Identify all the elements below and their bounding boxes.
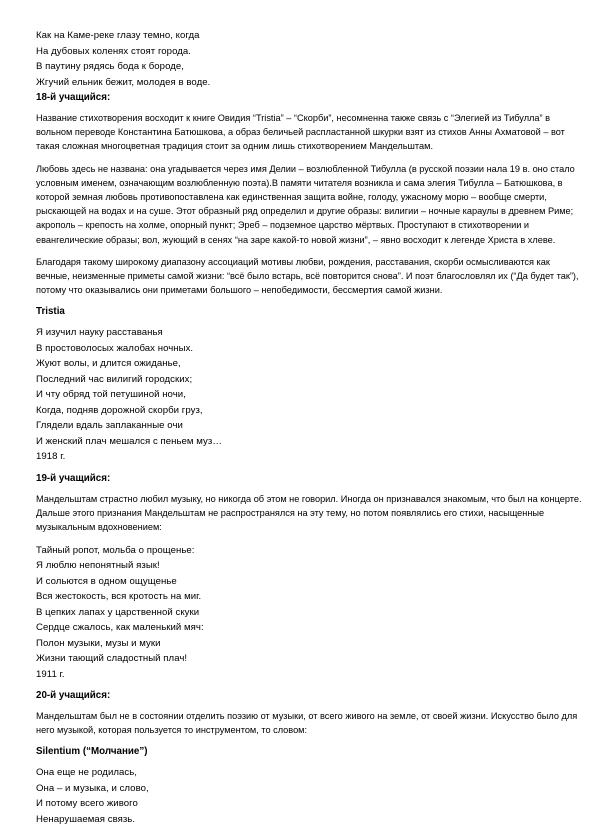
verse-line: И чту обряд той петушиной ночи, [36,389,186,401]
poem-title-tristia: Tristia [36,306,65,318]
poem-kama-excerpt [36,28,586,90]
paragraph-love-delia: Любовь здесь не названа: она угадывается через имя Делии – возлюбленной Тибулла (в русской поэзии нала 19 в. оно стало условным именем, означающим возлюбленную поэта).В памяти читателя возникла и сама элегия Тибулла – Батюшкова, в которой земная любовь противопоставлена как единственная защита войне, голоду, ужасному морю – вообще смерти, рыскающей на водах и на суше. Этот образный ряд определил и другие образы: вилигии – ночные караулы в древнем Риме; акрополь – крепость на холме, опорный пункт; Эреб – подземное царство мёртвых. Проступают в стихотворении и евангелические образы; вол, жующий в сенях “на заре какой-то новой жизни”, – явно восходит к легенде Христа в хлеве. [36,163,575,245]
verse-line: На дубовых коленях стоят города. [36,45,191,57]
verse-line: Она – и музыка, и слово, [36,782,149,794]
verse-line: И женский плач мешался с пеньем муз… [36,435,222,447]
verse-line: Когда, подняв дорожной скорби груз, [36,404,203,416]
poem-tristia [36,325,586,465]
verse-line: Я изучил науку расставанья [36,327,163,339]
verse-line: В цепких лапах у царственной скуки [36,606,200,618]
student-19-heading: 19-й учащийся: [36,472,111,484]
verse-line: Вся жестокость, вся кротость на миг. [36,591,202,603]
paragraph-music: Мандельштам страстно любил музыку, но никогда об этом не говорил. Иногда он признавался знакомым, что был на концерте. Дальше этого признания Мандельштам не распространялся на эту тему, но потом появлялись его стихи, насыщенные музыкальным вдохновением: [36,493,582,533]
verse-line: И потому всего живого [36,798,138,810]
student-18-heading: 18-й учащийся: [36,92,111,103]
paragraph-poetry-music: Мандельштам был не в состоянии отделить поэзию от музыки, от всего живого на земле, от своей жизни. Искусство было для него музыкой, которая пользуется то инструментом, то словом: [36,711,578,736]
verse-line: Жизни тающий сладостный плач! [36,653,188,665]
verse-line: Полон музыки, музы и муки [36,637,161,649]
verse-line: Тайный ропот, мольба о прощенье: [36,544,195,556]
poem-title-silentium: Silentium (“Молчание”) [36,746,148,758]
verse-line: Жгучий ельник бежит, молодея в воде. [36,76,211,88]
verse-line: Жуют волы, и длится ожиданье, [36,358,181,370]
verse-line: Последний час вилигий городских; [36,373,193,385]
document-page [36,28,586,827]
verse-line: В простоволосых жалобах ночных. [36,342,194,354]
verse-line: И сольются в одном ощущенье [36,575,177,587]
poem-silentium [36,765,586,827]
verse-line: В паутину рядясь бода к бороде, [36,61,184,72]
paragraph-tristia-origin: Название стихотворения восходит к книге Овидия “Tristia” – “Скорби”, несомненна также связь с “Элегией из Тибулла” в вольном переводе Константина Батюшкова, а образ беличьей распластанной шкурки взят из стихов Анны Ахматовой – вот такая сложная многоцветная традиция стоит за одним лишь стихотворением Мандельштам. [36,113,565,152]
verse-line: Я люблю непонятный язык! [36,560,160,572]
poem-secret-murmur [36,543,586,683]
verse-line: Сердце сжалось, как маленький мяч: [36,622,204,634]
paragraph-motifs: Благодаря такому широкому диапазону ассоциаций мотивы любви, рождения, расставания, скорби осмысливаются как вечные, неизменные приметы самой жизни: “всё было встарь, всё повторится снова”. И поэт благословлял их (“Да будет так”), потому что оказывались они приметами большого – непобедимости, бессмертия самой жизни. [36,256,579,296]
poem-date: 1918 г. [36,451,66,463]
verse-line: Глядели вдаль заплаканные очи [36,420,183,432]
verse-line: Она еще не родилась, [36,767,137,779]
student-20-heading: 20-й учащийся: [36,690,111,702]
verse-line: Как на Каме-реке глазу темно, когда [36,30,200,41]
poem-date: 1911 г. [36,668,65,680]
verse-line: Ненарушаемая связь. [36,813,136,825]
